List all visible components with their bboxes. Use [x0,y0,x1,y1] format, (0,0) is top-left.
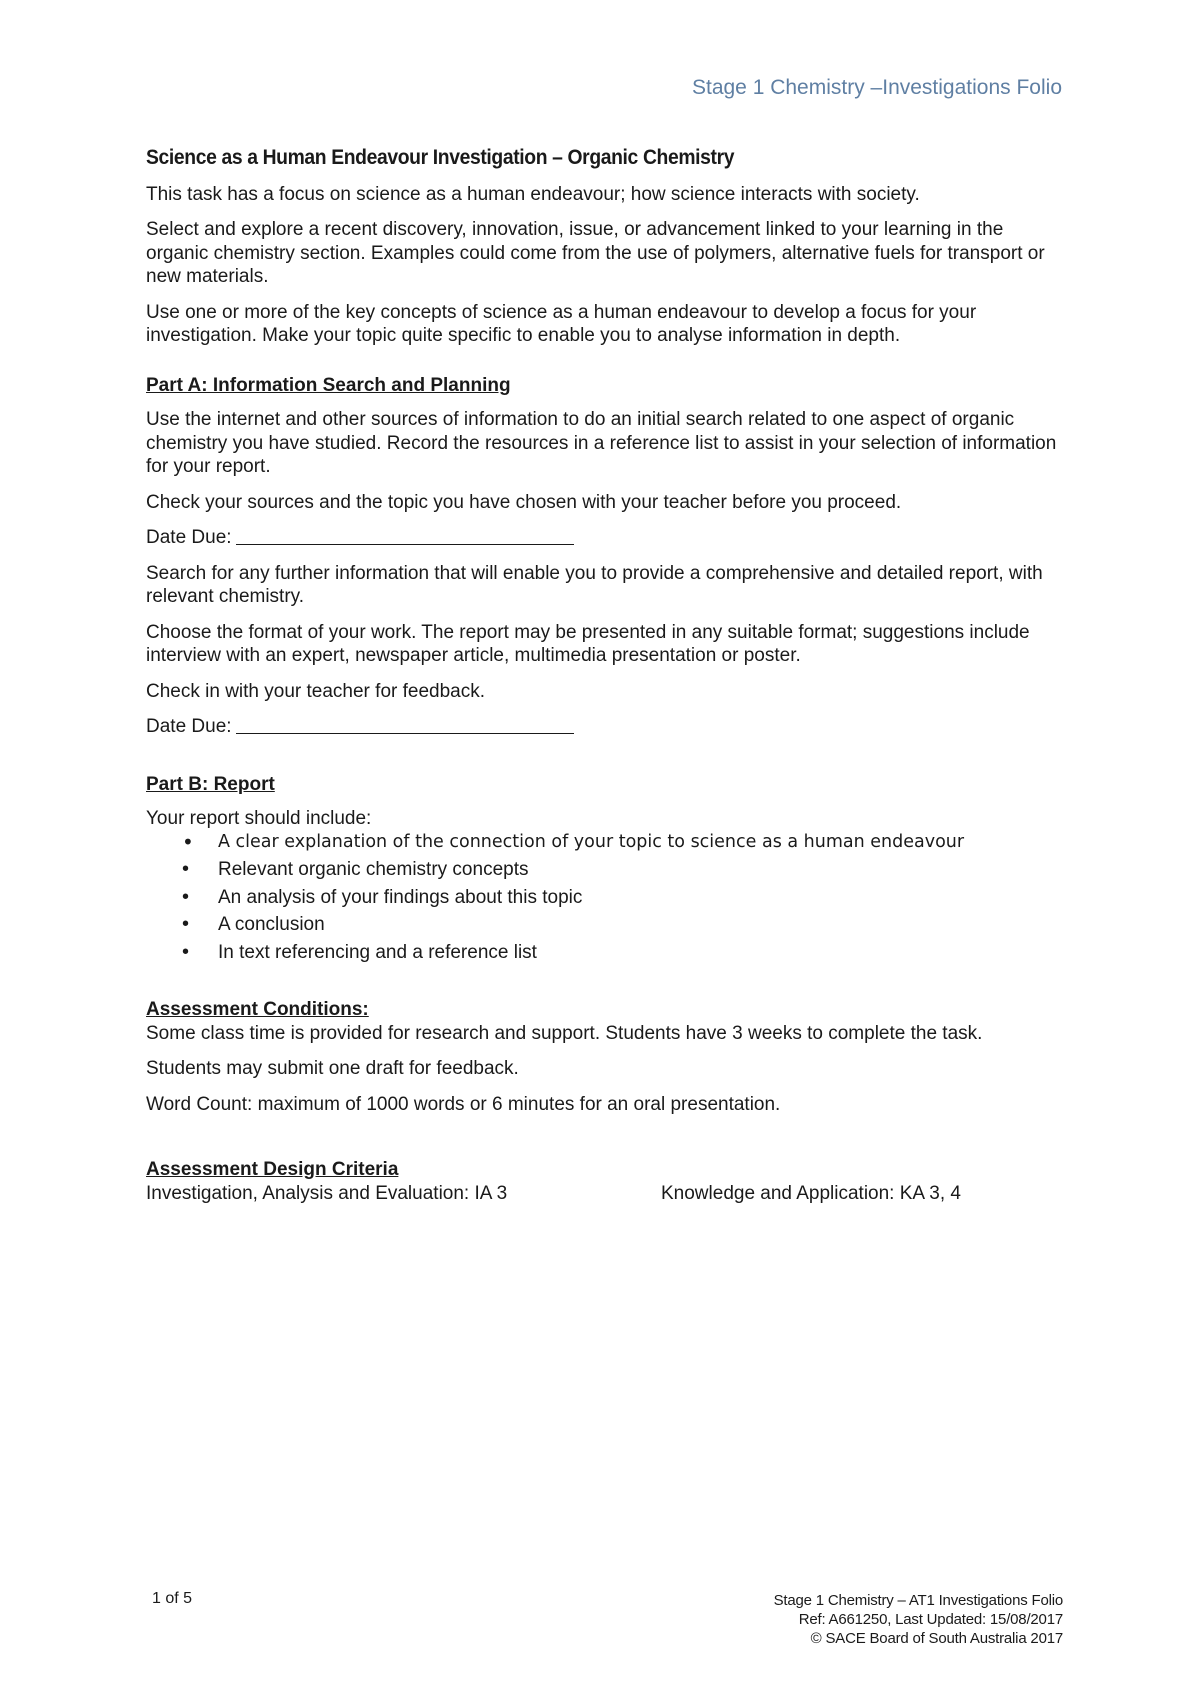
part-b-heading: Part B: Report [146,773,275,795]
part-a-paragraph-2: Check your sources and the topic you have chosen with your teacher before you proceed. [146,491,902,513]
conditions-paragraph-3: Word Count: maximum of 1000 words or 6 minutes for an oral presentation. [146,1093,781,1115]
date-due-label: Date Due: [146,716,232,737]
part-a-paragraph-5: Check in with your teacher for feedback. [146,680,486,702]
report-requirements-list [146,831,1066,965]
part-a-paragraph-3: Search for any further information that will enable you to provide a comprehensive and detailed report, with relevant chemistry. [146,562,1043,607]
list-item: • A clear explanation of the connection of your topic to science as a human endeavour [182,831,1066,855]
list-item: • An analysis of your findings about this topic [182,886,1066,910]
document-body [146,146,1066,1205]
intro-paragraph-1: This task has a focus on science as a human endeavour; how science interacts with society. [146,183,920,205]
list-item: • A conclusion [182,913,1066,937]
criteria-knowledge: Knowledge and Application: KA 3, 4 [661,1182,962,1204]
part-a-paragraph-4: Choose the format of your work. The report may be presented in any suitable format; suggestions include interview with an expert, newspaper article, multimedia presentation or poster. [146,621,1030,666]
footer-line-1: Stage 1 Chemistry – AT1 Investigations Folio [773,1592,1063,1609]
intro-paragraph-3: Use one or more of the key concepts of science as a human endeavour to develop a focus for your investigation. Make your topic quite specific to enable you to analyse information in depth. [146,301,977,346]
date-due-blank-line [236,715,574,734]
criteria-row [146,1182,1066,1206]
assessment-design-criteria-heading: Assessment Design Criteria [146,1159,399,1180]
conditions-paragraph-2: Students may submit one draft for feedback. [146,1058,519,1079]
list-item: • Relevant organic chemistry concepts [182,858,1066,882]
date-due-row-2 [146,715,1066,739]
part-b-lead: Your report should include: [146,808,372,829]
footer-info [774,1591,1063,1648]
footer-line-2: Ref: A661250, Last Updated: 15/08/2017 [798,1611,1063,1628]
part-a-heading: Part A: Information Search and Planning [146,374,511,396]
part-a-paragraph-1: Use the internet and other sources of information to do an initial search related to one aspect of organic chemistry you have studied. Record the resources in a reference list to assist in your selection of information for your report. [146,409,1057,477]
date-due-label: Date Due: [146,527,232,548]
footer-line-3: © SACE Board of South Australia 2017 [810,1630,1063,1647]
running-header-title: Stage 1 Chemistry –Investigations Folio [691,76,1062,99]
intro-paragraph-2: Select and explore a recent discovery, innovation, issue, or advancement linked to your learning in the organic chemistry section. Examples could come from the use of polymers, alternative fuels for transport or new materials. [146,219,1045,287]
date-due-blank-line [236,526,574,545]
list-item: • In text referencing and a reference list [182,941,1066,965]
criteria-investigation: Investigation, Analysis and Evaluation: IA 3 [146,1182,508,1204]
assessment-conditions-heading: Assessment Conditions: [146,999,369,1020]
document-title: Science as a Human Endeavour Investigation – Organic Chemistry [146,146,735,169]
page-number: 1 of 5 [152,1590,193,1607]
conditions-paragraph-1: Some class time is provided for research and support. Students have 3 weeks to complete the task. [146,1022,983,1044]
date-due-row-1 [146,526,1066,550]
